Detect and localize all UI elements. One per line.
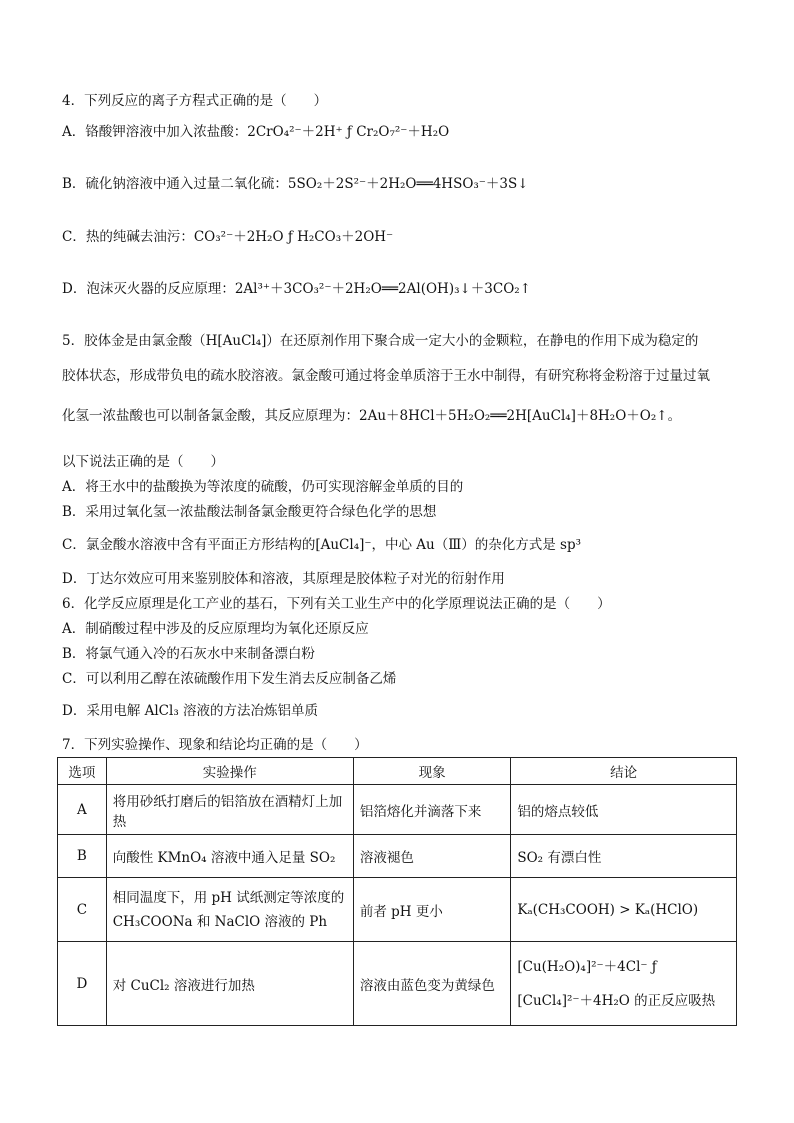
row-conclusion-line-1: [Cu(H₂O)₄]²⁻＋4Cl⁻ ƒ <box>517 958 657 975</box>
q4-option-d-equation: 2Al³⁺＋3CO₃²⁻＋2H₂O══2Al(OH)₃↓＋3CO₂↑ <box>234 281 532 297</box>
table-row <box>58 785 737 835</box>
row-conclusion: SO₂ 有漂白性 <box>511 835 737 878</box>
table-row <box>58 942 737 1026</box>
row-operation: 对 CuCl₂ 溶液进行加热 <box>106 942 353 1026</box>
row-phenomenon: 溶液由蓝色变为黄绿色 <box>353 942 511 1026</box>
q4-option-b-equation: 5SO₂＋2S²⁻＋2H₂O══4HSO₃⁻＋3S↓ <box>287 176 529 192</box>
table-header-option: 选项 <box>58 758 107 785</box>
row-operation: 相同温度下，用 pH 试纸测定等浓度的 CH₃COONa 和 NaClO 溶液的 Ph <box>106 878 353 942</box>
q4-option-a-equation: 2CrO₄²⁻＋2H⁺ ƒ Cr₂O₇²⁻＋H₂O <box>247 124 450 140</box>
row-phenomenon: 铝箔熔化并滴落下来 <box>353 785 511 835</box>
q5-option-c-a: C．氯金酸水溶液中含有平面正方形结构的 <box>62 537 316 553</box>
q4-option-d <box>62 280 531 298</box>
q6-stem: 6．化学反应原理是化工产业的基石，下列有关工业生产中的化学原理说法正确的是（ ） <box>62 596 611 612</box>
q7-experiment-table <box>57 757 737 1026</box>
table-row <box>58 835 737 878</box>
q5-line3-a: 化氢一浓盐酸也可以制备氯金酸，其反应原理为： <box>62 408 359 424</box>
table-row <box>58 878 737 942</box>
row-option: B <box>58 835 107 878</box>
q5-option-c <box>62 536 581 554</box>
q4-option-c <box>62 228 393 246</box>
row-option: C <box>58 878 107 942</box>
table-header-phenomenon: 现象 <box>353 758 511 785</box>
q5-stem-line-2: 胶体状态，形成带负电的疏水胶溶液。氯金酸可通过将金单质溶于王水中制得，有研究称将金粉溶于过量过氧 <box>62 368 710 384</box>
q4-option-d-text: D．泡沫灭火器的反应原理： <box>62 281 235 297</box>
q4-option-b <box>62 175 529 193</box>
q6-option-b: B．将氯气通入冷的石灰水中来制备漂白粉 <box>62 646 315 662</box>
table-header-row <box>58 758 737 785</box>
row-conclusion: Kₐ(CH₃COOH) > Kₐ(HClO) <box>511 878 737 942</box>
q5-stem-line-3 <box>62 407 681 425</box>
row-option: A <box>58 785 107 835</box>
row-phenomenon: 前者 pH 更小 <box>353 878 511 942</box>
q5-line1-a: 5．胶体金是由氯金酸（ <box>62 333 206 349</box>
q5-line1-b: ）在还原剂作用下聚合成一定大小的金颗粒，在静电的作用下成为稳定的 <box>266 333 699 349</box>
q4-option-a <box>62 123 449 141</box>
q6-option-d: D．采用电解 AlCl₃ 溶液的方法冶炼铝单质 <box>62 703 319 719</box>
q4-option-a-text: A．铬酸钾溶液中加入浓盐酸： <box>62 124 248 140</box>
table-header-operation: 实验操作 <box>106 758 353 785</box>
q5-option-a: A．将王水中的盐酸换为等浓度的硫酸，仍可实现溶解金单质的目的 <box>62 479 464 495</box>
row-operation: 将用砂纸打磨后的铝箔放在酒精灯上加热 <box>106 785 353 835</box>
q5-prompt: 以下说法正确的是（ ） <box>62 454 224 470</box>
q6-option-a: A．制硝酸过程中涉及的反应原理均为氧化还原反应 <box>62 621 369 637</box>
q5-line1-formula: H[AuCl₄] <box>205 333 267 349</box>
row-operation: 向酸性 KMnO₄ 溶液中通入足量 SO₂ <box>106 835 353 878</box>
q5-option-c-b: ，中心 Au（Ⅲ）的杂化方式是 sp³ <box>371 537 582 553</box>
q5-option-c-formula: [AuCl₄]⁻ <box>315 537 372 553</box>
row-conclusion-line-2: [CuCl₄]²⁻＋4H₂O 的正反应吸热 <box>517 992 716 1009</box>
row-conclusion: 铝的熔点较低 <box>511 785 737 835</box>
q7-stem: 7．下列实验操作、现象和结论均正确的是（ ） <box>62 737 368 753</box>
q4-option-c-equation: CO₃²⁻＋2H₂O ƒ H₂CO₃＋2OH⁻ <box>193 229 394 245</box>
row-option: D <box>58 942 107 1026</box>
q4-stem: 4．下列反应的离子方程式正确的是（ ） <box>62 93 328 109</box>
q5-stem-line-1 <box>62 332 698 350</box>
q4-option-b-text: B．硫化钠溶液中通入过量二氧化硫： <box>62 176 288 192</box>
q5-line3-equation: 2Au＋8HCl＋5H₂O₂══2H[AuCl₄]＋8H₂O＋O₂↑。 <box>359 408 682 424</box>
q4-option-c-text: C．热的纯碱去油污： <box>62 229 194 245</box>
q5-option-d: D．丁达尔效应可用来鉴别胶体和溶液，其原理是胶体粒子对光的衍射作用 <box>62 571 505 587</box>
q5-option-b: B．采用过氧化氢一浓盐酸法制备氯金酸更符合绿色化学的思想 <box>62 504 437 520</box>
row-conclusion <box>511 942 737 1026</box>
q6-option-c: C．可以利用乙醇在浓硫酸作用下发生消去反应制备乙烯 <box>62 671 397 687</box>
table-header-conclusion: 结论 <box>511 758 737 785</box>
row-phenomenon: 溶液褪色 <box>353 835 511 878</box>
